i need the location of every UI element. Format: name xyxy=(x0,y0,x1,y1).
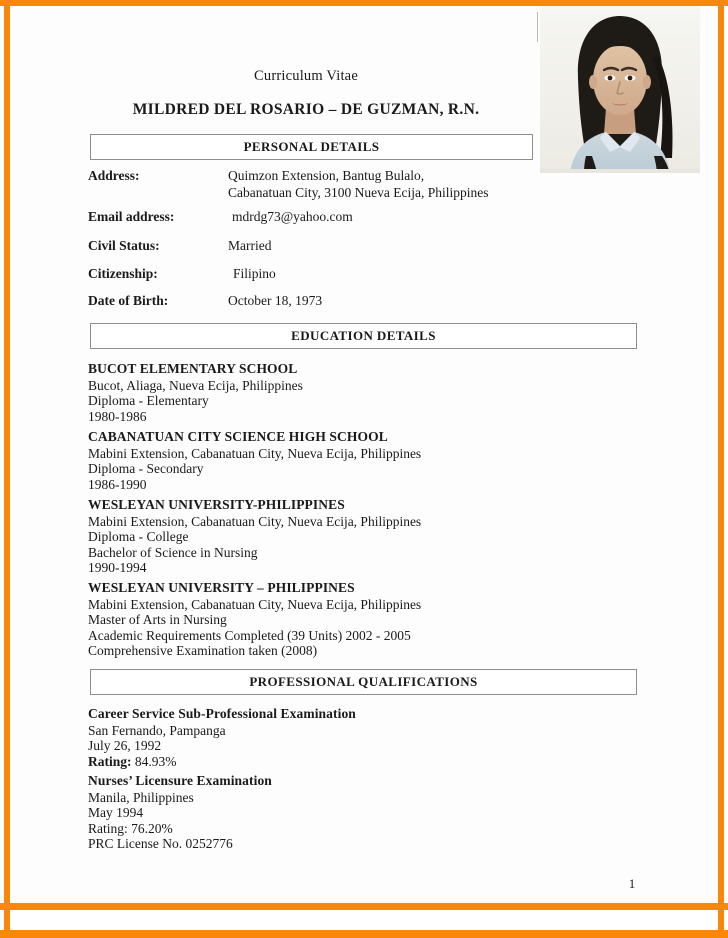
qualification-rating: Rating: 76.20% xyxy=(88,820,173,836)
education-years: 1986-1990 xyxy=(88,476,147,492)
field-label-date-of-birth: Date of Birth: xyxy=(88,293,169,308)
education-years: 1980-1986 xyxy=(88,408,147,424)
field-value-civil-status: Married xyxy=(228,238,272,253)
education-diploma: Diploma - College xyxy=(88,529,189,545)
education-location: Mabini Extension, Cabanatuan City, Nueva Ecija, Philippines xyxy=(88,445,422,461)
education-entry xyxy=(88,361,303,424)
education-location: Mabini Extension, Cabanatuan City, Nueva Ecija, Philippines xyxy=(88,596,422,612)
qualification-location: Manila, Philippines xyxy=(88,789,194,805)
education-school-name: CABANATUAN CITY SCIENCE HIGH SCHOOL xyxy=(88,429,388,444)
address-line-1: Quimzon Extension, Bantug Bulalo, xyxy=(228,168,425,183)
qualification-location: San Fernando, Pampanga xyxy=(88,722,226,738)
education-degree: Bachelor of Science in Nursing xyxy=(88,544,258,560)
page-title: Curriculum Vitae xyxy=(254,68,358,84)
portrait-graphic xyxy=(540,6,700,176)
education-years: 1990-1994 xyxy=(88,560,147,576)
section-header-personal-details: PERSONAL DETAILS xyxy=(90,134,533,160)
education-school-name: WESLEYAN UNIVERSITY-PHILIPPINES xyxy=(88,497,345,512)
section-header-professional-qualifications: PROFESSIONAL QUALIFICATIONS xyxy=(90,669,637,695)
education-school-name: BUCOT ELEMENTARY SCHOOL xyxy=(88,361,298,376)
frame-border-bottom-outer xyxy=(0,930,728,938)
applicant-name: MILDRED DEL ROSARIO – DE GUZMAN, R.N. xyxy=(132,101,480,118)
qualification-rating xyxy=(88,754,356,770)
qualification-exam-name: Nurses’ Licensure Examination xyxy=(88,773,272,788)
field-value-citizenship: Filipino xyxy=(233,266,276,281)
qualification-entry xyxy=(88,706,356,769)
personal-detail-row-civil-status xyxy=(88,237,271,254)
field-value-address xyxy=(228,167,488,201)
qualification-date: July 26, 1992 xyxy=(88,738,162,754)
page-number: 1 xyxy=(628,876,636,891)
frame-border-right xyxy=(718,0,724,938)
education-entry xyxy=(88,497,421,576)
scan-artifact-line xyxy=(537,12,538,42)
field-label-email: Email address: xyxy=(88,209,175,224)
field-label-address: Address: xyxy=(88,168,140,183)
address-line-2: Cabanatuan City, 3100 Nueva Ecija, Philippines xyxy=(228,185,489,200)
field-value-date-of-birth: October 18, 1973 xyxy=(228,293,323,308)
frame-border-left xyxy=(4,0,10,938)
field-value-email: mdrdg73@yahoo.com xyxy=(232,209,353,224)
qualification-entry xyxy=(88,773,272,852)
qualification-date: May 1994 xyxy=(88,805,144,821)
education-comprehensive-exam: Comprehensive Examination taken (2008) xyxy=(88,643,318,659)
education-location: Mabini Extension, Cabanatuan City, Nueva Ecija, Philippines xyxy=(88,513,422,529)
personal-detail-row-date-of-birth xyxy=(88,292,322,309)
personal-detail-row-email xyxy=(88,208,353,225)
education-school-name: WESLEYAN UNIVERSITY – PHILIPPINES xyxy=(88,580,355,595)
personal-detail-row-citizenship xyxy=(88,265,276,282)
section-header-education-details: EDUCATION DETAILS xyxy=(90,323,637,349)
education-location: Bucot, Aliaga, Nueva Ecija, Philippines xyxy=(88,377,303,393)
education-academic-requirements: Academic Requirements Completed (39 Units) 2002 - 2005 xyxy=(88,627,411,643)
qualification-rating-value: 84.93% xyxy=(134,753,177,769)
education-entry xyxy=(88,429,421,492)
field-label-civil-status: Civil Status: xyxy=(88,238,160,253)
frame-border-bottom xyxy=(0,903,728,910)
applicant-photo xyxy=(540,6,700,176)
education-degree: Master of Arts in Nursing xyxy=(88,612,227,628)
field-label-citizenship: Citizenship: xyxy=(88,266,158,281)
qualification-rating-label: Rating: xyxy=(88,753,132,769)
education-diploma: Diploma - Elementary xyxy=(88,393,209,409)
personal-detail-row-address xyxy=(88,167,488,201)
education-entry xyxy=(88,580,421,659)
qualification-license-number: PRC License No. 0252776 xyxy=(88,836,233,852)
qualification-exam-name: Career Service Sub-Professional Examination xyxy=(88,706,356,721)
education-diploma: Diploma - Secondary xyxy=(88,461,204,477)
